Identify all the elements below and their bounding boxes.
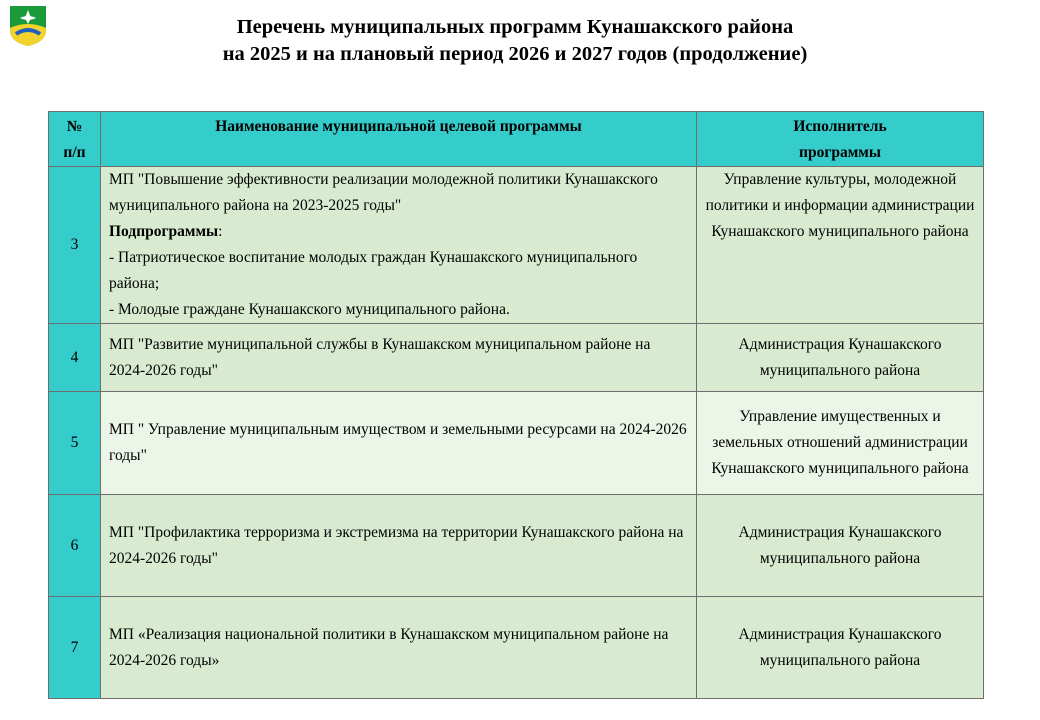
subprogram-item: - Молодые граждане Кунашакского муниципального района. [109, 301, 510, 318]
subprogram-item: - Патриотическое воспитание молодых граждан Кунашакского муниципального района; [109, 249, 638, 292]
page-title [100, 14, 930, 68]
row-number: 6 [49, 495, 101, 597]
program-name: МП "Профилактика терроризма и экстремизма на территории Кунашакского района на 2024-2026 годы" [101, 495, 697, 597]
program-name: МП "Повышение эффективности реализации молодежной политики Кунашакского муниципального района на 2023-2025 годы" Подпрограммы: - Патриотическое воспитание молодых граждан Кунашакского муниципального района; - Молодые граждане Кунашакского муниципального района. [101, 167, 697, 324]
table-row [49, 167, 984, 324]
program-executor: Администрация Кунашакского муниципального района [697, 597, 984, 699]
row-number: 5 [49, 392, 101, 495]
program-name: МП «Реализация национальной политики в Кунашакском муниципальном районе на 2024-2026 годы» [101, 597, 697, 699]
program-executor: Управление имущественных и земельных отношений администрации Кунашакского муниципального района [697, 392, 984, 495]
header-executor: Исполнитель программы [697, 112, 984, 167]
program-executor: Управление культуры, молодежной политики и информации администрации Кунашакского муниципального района [697, 167, 984, 324]
title-line-2: на 2025 и на плановый период 2026 и 2027 годов (продолжение) [222, 43, 808, 65]
program-name: МП "Развитие муниципальной службы в Кунашакском муниципальном районе на 2024-2026 годы" [101, 324, 697, 392]
row-number: 7 [49, 597, 101, 699]
row-number: 3 [49, 167, 101, 324]
coat-of-arms-logo [8, 4, 48, 48]
table-row [49, 392, 984, 495]
table-header-row [49, 112, 984, 167]
row-number: 4 [49, 324, 101, 392]
title-line-1: Перечень муниципальных программ Кунашакского района [236, 16, 794, 38]
header-number: № п/п [49, 112, 101, 167]
program-executor: Администрация Кунашакского муниципального района [697, 324, 984, 392]
table-row [49, 324, 984, 392]
program-executor: Администрация Кунашакского муниципального района [697, 495, 984, 597]
table-row [49, 495, 984, 597]
programs-table [48, 111, 984, 699]
table-row [49, 597, 984, 699]
subprograms-label: Подпрограммы [109, 223, 219, 240]
program-name: МП " Управление муниципальным имуществом и земельными ресурсами на 2024-2026 годы" [101, 392, 697, 495]
header-program-name: Наименование муниципальной целевой программы [101, 112, 697, 167]
